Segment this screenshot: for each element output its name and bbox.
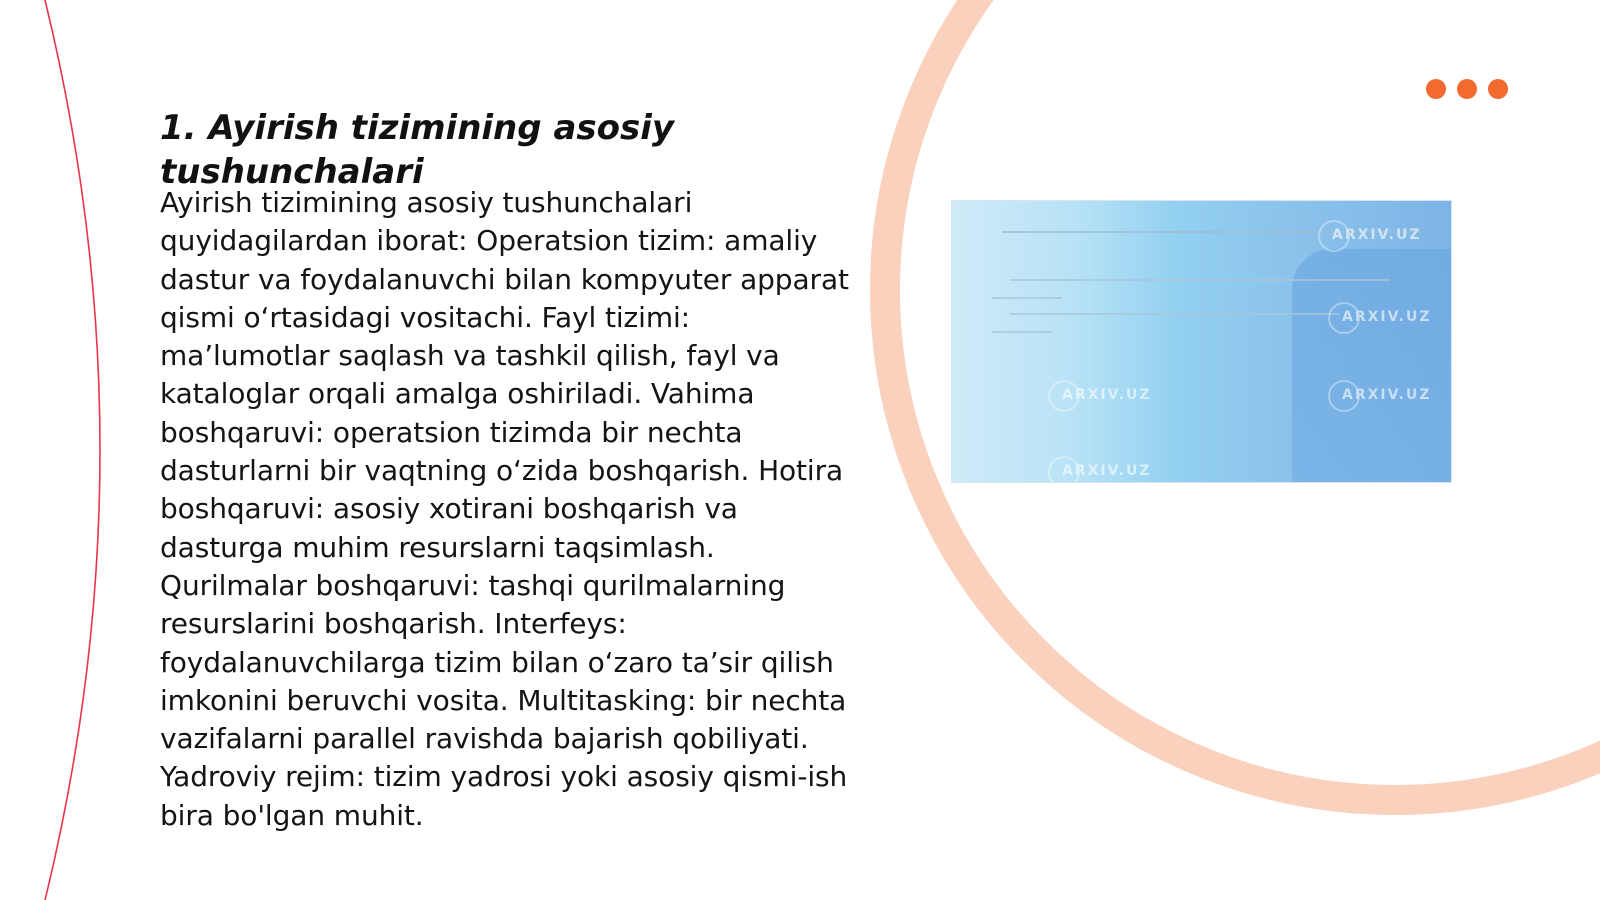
dot-icon [1426,79,1446,99]
watermark: ARXIV.UZ [1062,463,1152,479]
doc-line [1010,279,1390,281]
left-red-arc [45,0,100,900]
doc-line [1010,313,1340,315]
slide-body-text: Ayirish tizimining asosiy tushunchalari quyidagilardan iborat: Operatsion tizim: amaliy dastur va foydalanuvchi bilan kompyuter apparat qismi o‘rtasidagi vositachi. Fayl tizimi: ma’lumotlar saqlash va tashkil qilish, fayl va kataloglar orqali amalga oshiriladi. Vahima boshqaruvi: operatsion tizimda bir nechta dasturlarni bir vaqtning o‘zida boshqarish. Hotira boshqaruvi: asosiy xotirani boshqarish va dasturga muhim resurslarni taqsimlash. Qurilmalar boshqaruvi: tashqi qurilmalarning resurslarini boshqarish. Interfeys: foydalanuvchilarga tizim bilan o‘zaro ta’sir qilish imkonini beruvchi vosita. Multitasking: bir nechta vazifalarni parallel ravishda bajarish qobiliyati. Yadroviy rejim: tizim yadrosi yoki asosiy qismi-ish bira bo'lgan muhit. [160,186,849,832]
watermark: ARXIV.UZ [1332,227,1422,243]
watermark: ARXIV.UZ [1342,387,1432,403]
menu-dots [1426,79,1508,99]
watermark: ARXIV.UZ [1342,309,1432,325]
doc-line [992,297,1062,299]
image-shade [1292,249,1452,483]
watermark: ARXIV.UZ [1062,387,1152,403]
slide-title: 1. Ayirish tizimining asosiy tushunchalari [160,108,675,192]
document-screenshot-image [951,200,1452,483]
dot-icon [1488,79,1508,99]
doc-line [992,331,1052,333]
dot-icon [1457,79,1477,99]
